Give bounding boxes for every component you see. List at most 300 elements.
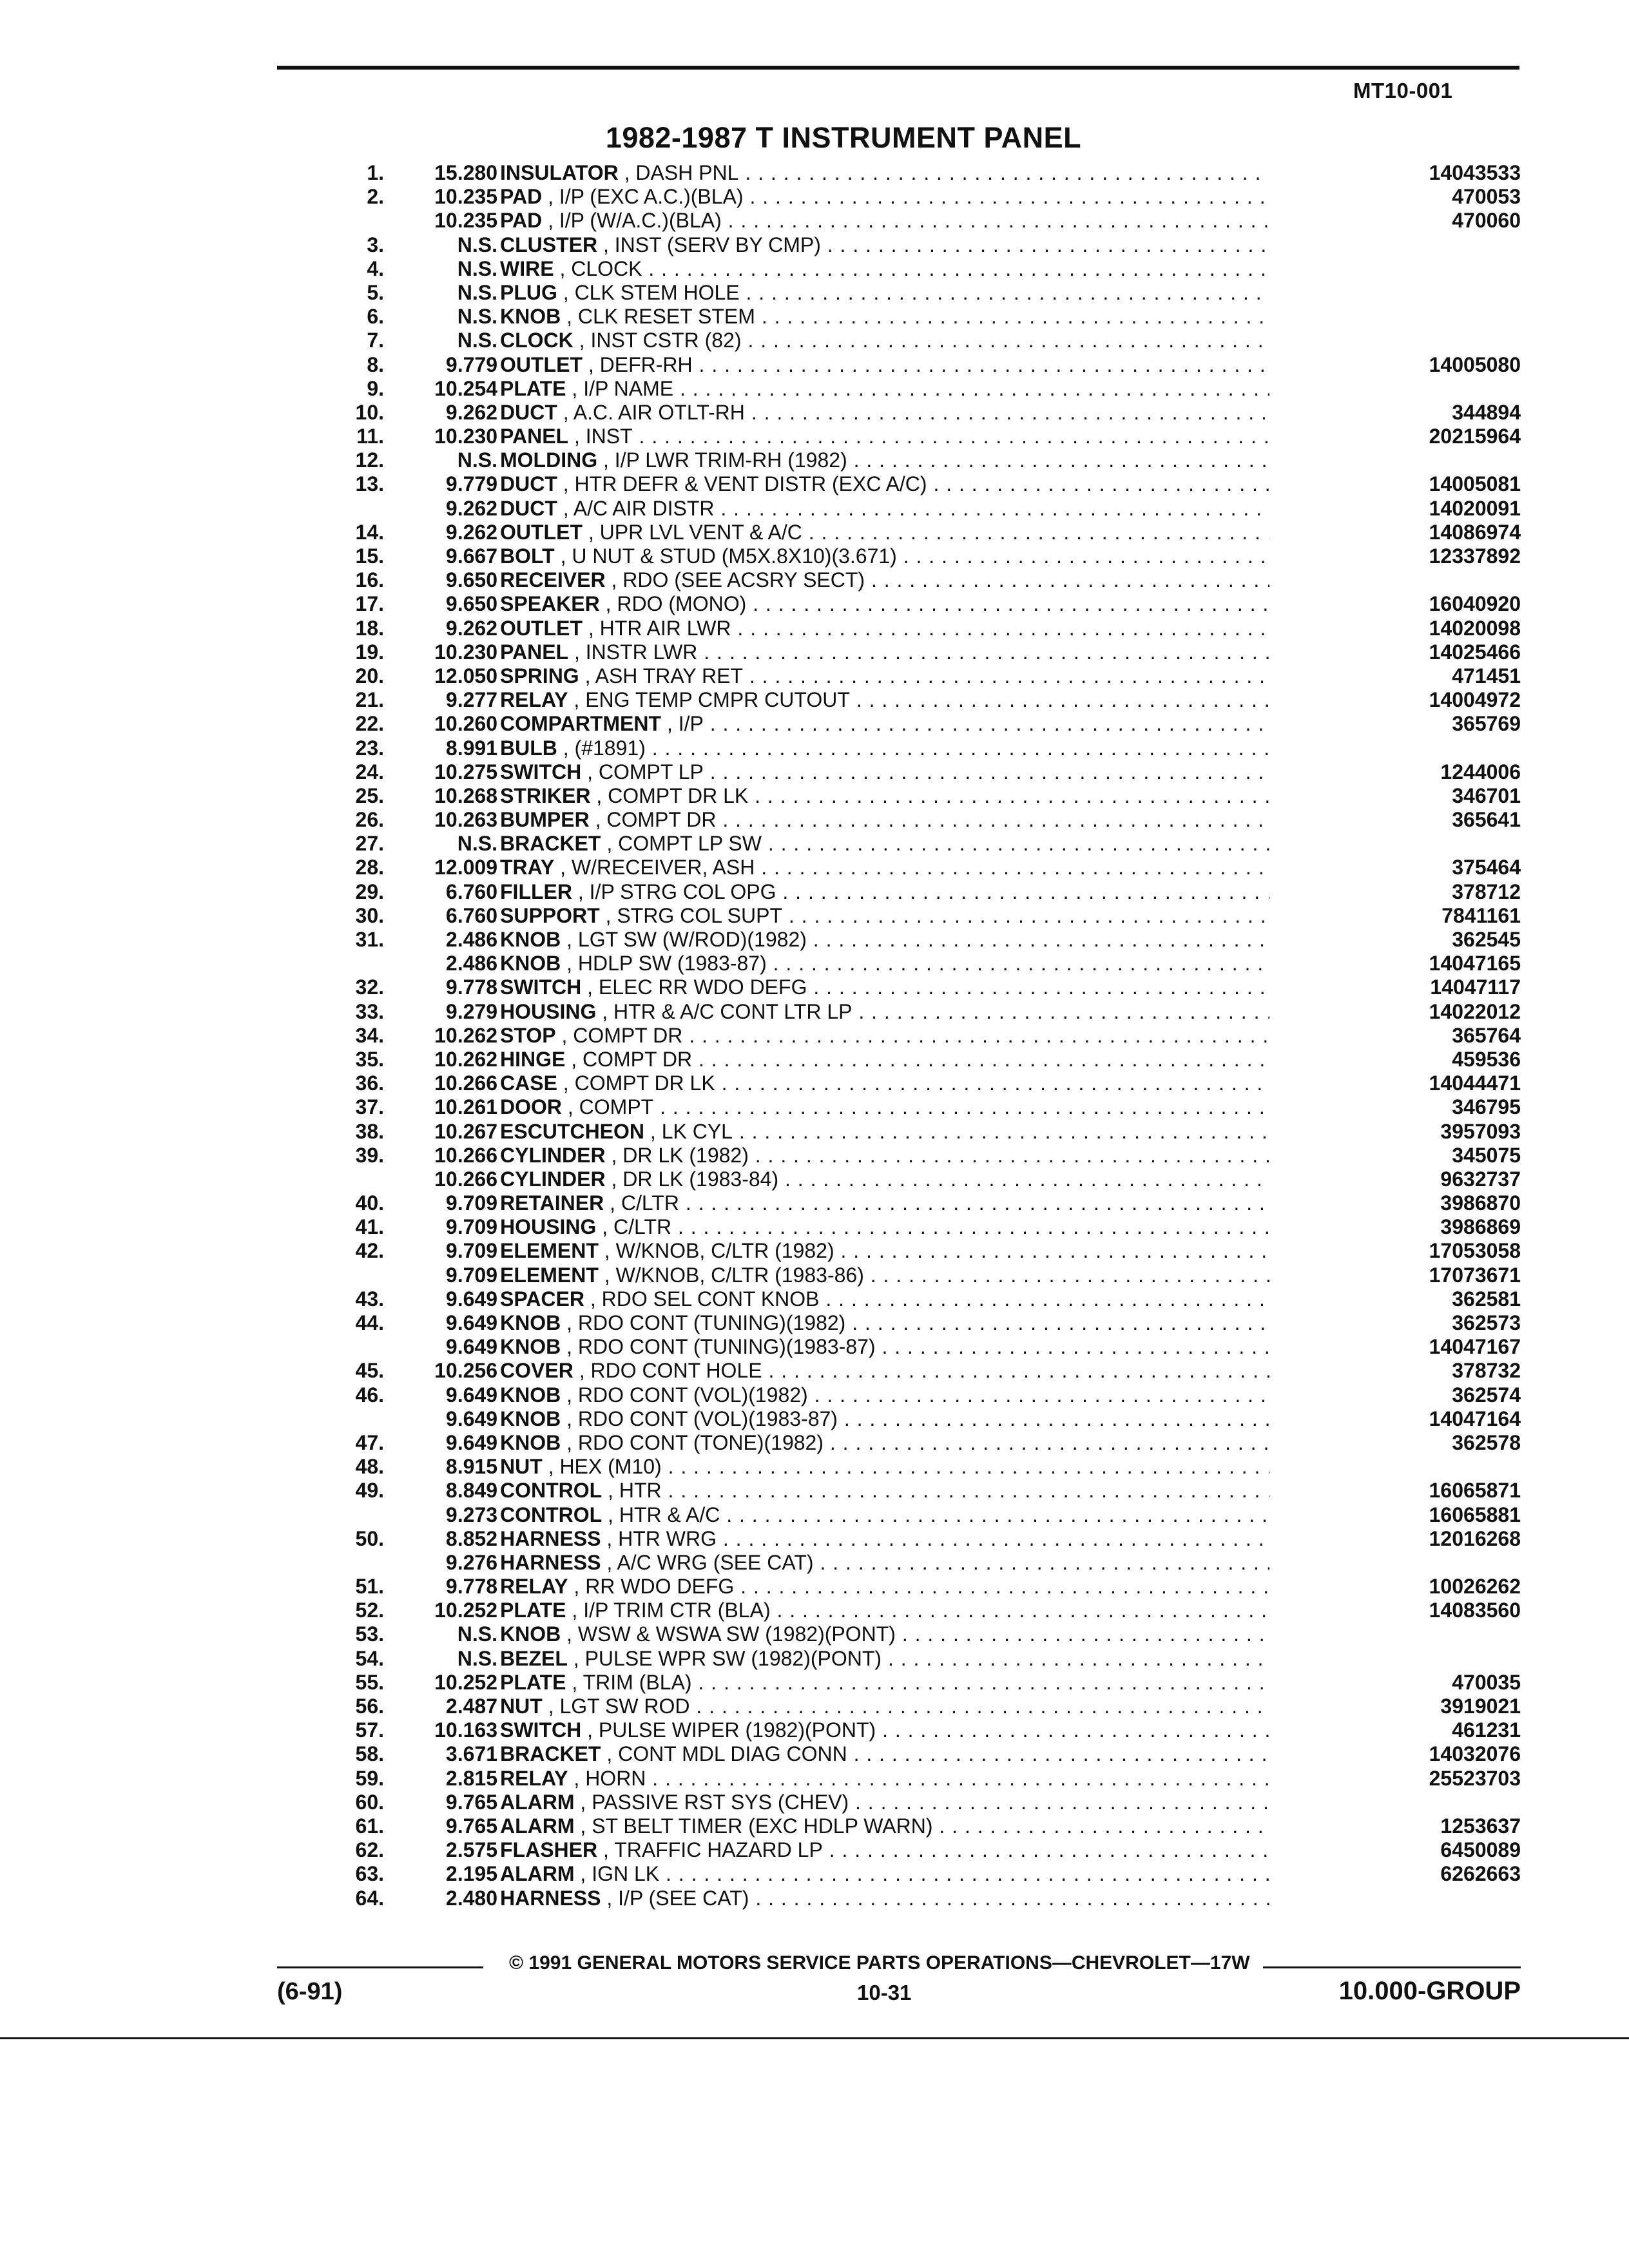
part-qualifier: INST CSTR (82) — [590, 329, 742, 352]
part-description: FILLER , I/P STRG COL OPG . . . — [500, 880, 1269, 904]
group-number: 9.709 — [445, 1239, 497, 1263]
part-qualifier: CLOCK — [571, 256, 642, 280]
parts-row — [277, 1215, 1521, 1239]
group-number: 2.815 — [445, 1766, 497, 1790]
group-number: 10.266 — [434, 1072, 497, 1095]
parts-row — [277, 425, 1521, 448]
parts-row — [277, 1575, 1521, 1599]
group-number: N.S. — [457, 448, 497, 472]
parts-row — [277, 281, 1521, 305]
parts-row — [277, 1311, 1521, 1335]
part-name: FILLER — [500, 879, 572, 903]
parts-row — [277, 1647, 1521, 1671]
parts-row — [277, 1024, 1521, 1048]
part-description: INSULATOR , DASH PNL . . . — [500, 161, 1269, 185]
part-qualifier: ASH TRAY RET — [595, 664, 743, 687]
item-number: 50. — [355, 1526, 384, 1550]
group-number: 9.277 — [445, 688, 497, 712]
revision-date: (6-91) — [277, 1978, 343, 2005]
part-number: 14086974 — [1429, 520, 1521, 544]
part-number: 345075 — [1452, 1143, 1521, 1167]
part-name: SPACER — [500, 1287, 584, 1311]
part-name: CLOCK — [500, 329, 574, 352]
page-title: 1982-1987 T INSTRUMENT PANEL — [605, 121, 1082, 154]
parts-row — [277, 1144, 1521, 1168]
part-qualifier: I/P — [678, 712, 704, 736]
part-qualifier: C/LTR — [621, 1191, 679, 1215]
part-number: 14020098 — [1429, 616, 1521, 640]
part-description: HARNESS , I/P (SEE CAT) . . . — [500, 1887, 1269, 1910]
item-number: 30. — [355, 903, 384, 927]
group-number: 12.009 — [434, 856, 497, 879]
part-number: 16040920 — [1429, 592, 1521, 616]
part-qualifier: RDO SEL CONT KNOB — [601, 1287, 820, 1311]
parts-row — [277, 257, 1521, 281]
part-qualifier: COMPT DR LK — [574, 1072, 715, 1095]
part-name: BULB — [500, 736, 557, 760]
item-number: 63. — [355, 1862, 384, 1886]
part-number: 346795 — [1452, 1095, 1521, 1119]
part-name: CYLINDER — [500, 1143, 606, 1167]
group-number: 10.252 — [434, 1670, 497, 1694]
item-number: 15. — [355, 544, 384, 568]
part-name: ELEMENT — [500, 1263, 599, 1287]
part-description: CASE , COMPT DR LK . . . — [500, 1072, 1269, 1095]
part-description: KNOB , HDLP SW (1983-87) . . . — [500, 952, 1269, 975]
part-name: PANEL — [500, 640, 569, 664]
part-name: SUPPORT — [500, 903, 600, 927]
part-number: 16065881 — [1429, 1503, 1521, 1526]
parts-row — [277, 1767, 1521, 1791]
item-number: 24. — [355, 760, 384, 783]
document-code: MT10-001 — [1353, 79, 1453, 102]
item-number: 59. — [355, 1766, 384, 1790]
parts-row — [277, 1503, 1521, 1527]
group-number: 9.262 — [445, 400, 497, 424]
part-number: 9632737 — [1440, 1167, 1521, 1191]
parts-row — [277, 1335, 1521, 1359]
group-number: 2.486 — [445, 928, 497, 951]
part-name: MOLDING — [500, 448, 598, 472]
part-name: BRACKET — [500, 1742, 601, 1766]
item-number: 44. — [355, 1311, 384, 1334]
part-number: 362578 — [1452, 1430, 1521, 1454]
top-rule — [277, 66, 1519, 70]
group-number: N.S. — [457, 280, 497, 304]
item-number: 40. — [355, 1191, 384, 1215]
part-number: 14022012 — [1429, 999, 1521, 1023]
group-number: 10.256 — [434, 1359, 497, 1383]
parts-row — [277, 1095, 1521, 1119]
group-number: 9.649 — [445, 1430, 497, 1454]
part-description: PLATE , I/P NAME . . . — [500, 377, 1269, 401]
part-number: 461231 — [1452, 1718, 1521, 1742]
parts-row — [277, 1120, 1521, 1144]
part-name: COVER — [500, 1359, 574, 1383]
part-description: PLATE , TRIM (BLA) . . . — [500, 1671, 1269, 1695]
group-number: 9.709 — [445, 1263, 497, 1287]
parts-row — [277, 808, 1521, 832]
item-number: 6. — [367, 305, 384, 329]
part-name: SWITCH — [500, 1718, 582, 1742]
item-number: 54. — [355, 1646, 384, 1670]
parts-row — [277, 1599, 1521, 1622]
parts-row — [277, 640, 1521, 664]
part-name: HARNESS — [500, 1526, 601, 1550]
part-description: TRAY , W/RECEIVER, ASH . . . — [500, 856, 1269, 879]
part-qualifier: U NUT & STUD (M5X.8X10)(3.671) — [572, 544, 897, 568]
part-qualifier: HORN — [585, 1766, 646, 1790]
part-number: 14004972 — [1429, 688, 1521, 712]
part-description: DUCT , HTR DEFR & VENT DISTR (EXC A/C) . . . — [500, 472, 1269, 496]
item-number: 58. — [355, 1742, 384, 1766]
group-number: 8.915 — [445, 1455, 497, 1479]
part-qualifier: RR WDO DEFG — [585, 1575, 735, 1599]
part-name: RECEIVER — [500, 568, 606, 592]
parts-row — [277, 377, 1521, 401]
item-number: 46. — [355, 1383, 384, 1407]
group-number: 9.765 — [445, 1790, 497, 1814]
parts-row — [277, 305, 1521, 329]
item-number: 19. — [355, 640, 384, 664]
part-name: PLATE — [500, 1670, 566, 1694]
part-description: FLASHER , TRAFFIC HAZARD LP . . . — [500, 1838, 1269, 1862]
part-qualifier: RDO CONT (TUNING)(1982) — [577, 1311, 846, 1334]
part-description: CYLINDER , DR LK (1983-84) . . . — [500, 1168, 1269, 1191]
group-number: 3.671 — [445, 1742, 497, 1766]
part-description: COVER , RDO CONT HOLE . . . — [500, 1359, 1269, 1383]
part-qualifier: W/KNOB, C/LTR (1983-86) — [615, 1263, 864, 1287]
part-qualifier: WSW & WSWA SW (1982)(PONT) — [577, 1622, 896, 1646]
part-name: INSULATOR — [500, 161, 619, 184]
parts-row — [277, 209, 1521, 233]
part-number: 1244006 — [1440, 760, 1521, 783]
part-description: KNOB , CLK RESET STEM . . . — [500, 305, 1269, 329]
parts-row — [277, 784, 1521, 808]
part-qualifier: DEFR-RH — [599, 352, 693, 376]
item-number: 1. — [367, 161, 384, 184]
part-name: PAD — [500, 185, 543, 209]
part-number: 14083560 — [1429, 1599, 1521, 1622]
part-qualifier: INST (SERV BY CMP) — [614, 233, 821, 256]
item-number: 35. — [355, 1047, 384, 1071]
item-number: 56. — [355, 1695, 384, 1718]
item-number: 43. — [355, 1287, 384, 1311]
parts-row — [277, 401, 1521, 425]
group-number: 9.649 — [445, 1311, 497, 1334]
part-name: SWITCH — [500, 760, 582, 783]
item-number: 34. — [355, 1023, 384, 1047]
parts-row — [277, 568, 1521, 592]
part-qualifier: RDO CONT HOLE — [590, 1359, 762, 1383]
part-name: KNOB — [500, 1311, 561, 1334]
part-qualifier: RDO (MONO) — [617, 592, 747, 616]
item-number: 17. — [355, 592, 384, 616]
item-number: 10. — [355, 400, 384, 424]
part-name: COMPARTMENT — [500, 712, 662, 736]
part-qualifier: W/RECEIVER, ASH — [571, 856, 755, 879]
item-number: 26. — [355, 808, 384, 832]
part-description: RETAINER , C/LTR . . . — [500, 1191, 1269, 1215]
part-description: KNOB , RDO CONT (TUNING)(1982) . . . — [500, 1311, 1269, 1335]
part-number: 470053 — [1452, 185, 1521, 209]
group-number: 9.273 — [445, 1503, 497, 1526]
group-number: 10.252 — [434, 1599, 497, 1622]
item-number: 7. — [367, 329, 384, 352]
part-description: HARNESS , HTR WRG . . . — [500, 1527, 1269, 1551]
group-number: 10.235 — [434, 185, 497, 209]
part-name: RELAY — [500, 1766, 568, 1790]
part-qualifier: A/C WRG (SEE CAT) — [617, 1550, 814, 1574]
part-description: SWITCH , PULSE WIPER (1982)(PONT) . . . — [500, 1718, 1269, 1742]
part-description: BRACKET , CONT MDL DIAG CONN . . . — [500, 1742, 1269, 1766]
part-name: RELAY — [500, 688, 568, 712]
parts-row — [277, 952, 1521, 975]
part-qualifier: I/P (SEE CAT) — [618, 1886, 749, 1910]
part-description: HOUSING , C/LTR . . . — [500, 1215, 1269, 1239]
part-name: KNOB — [500, 1430, 561, 1454]
part-number: 17073671 — [1429, 1263, 1521, 1287]
part-description: ALARM , IGN LK . . . — [500, 1862, 1269, 1886]
part-description: COMPARTMENT , I/P . . . — [500, 712, 1269, 736]
part-description: RECEIVER , RDO (SEE ACSRY SECT) . . . — [500, 568, 1269, 592]
footer-rule-left — [277, 1966, 483, 1968]
part-name: KNOB — [500, 1335, 561, 1359]
part-name: PLATE — [500, 1599, 566, 1622]
part-description: PANEL , INSTR LWR . . . — [500, 640, 1269, 664]
part-description: DUCT , A.C. AIR OTLT-RH . . . — [500, 401, 1269, 425]
part-name: BUMPER — [500, 808, 590, 832]
part-name: BOLT — [500, 544, 555, 568]
group-number: 10.254 — [434, 376, 497, 400]
part-description: OUTLET , HTR AIR LWR . . . — [500, 617, 1269, 640]
part-number: 459536 — [1452, 1047, 1521, 1071]
parts-row — [277, 928, 1521, 952]
item-number: 42. — [355, 1239, 384, 1263]
part-number: 365641 — [1452, 808, 1521, 832]
parts-row — [277, 1048, 1521, 1072]
parts-row — [277, 1527, 1521, 1551]
part-name: HARNESS — [500, 1886, 601, 1910]
part-qualifier: PULSE WIPER (1982)(PONT) — [598, 1718, 876, 1742]
group-number: 10.275 — [434, 760, 497, 783]
part-name: NUT — [500, 1455, 543, 1479]
part-number: 471451 — [1452, 664, 1521, 687]
parts-row — [277, 760, 1521, 784]
part-name: KNOB — [500, 1622, 561, 1646]
part-description: MOLDING , I/P LWR TRIM-RH (1982) . . . — [500, 448, 1269, 472]
part-number: 14043533 — [1429, 161, 1521, 184]
part-description: RELAY , HORN . . . — [500, 1767, 1269, 1791]
group-number: 9.709 — [445, 1191, 497, 1215]
group-number: N.S. — [457, 256, 497, 280]
part-qualifier: STRG COL SUPT — [617, 903, 782, 927]
part-description: DOOR , COMPT . . . — [500, 1095, 1269, 1119]
part-number: 1253637 — [1440, 1814, 1521, 1838]
part-name: PAD — [500, 209, 543, 233]
group-number: 10.235 — [434, 209, 497, 233]
part-description: NUT , LGT SW ROD . . . — [500, 1695, 1269, 1718]
part-name: ESCUTCHEON — [500, 1119, 645, 1143]
part-number: 14044471 — [1429, 1072, 1521, 1095]
parts-row — [277, 1695, 1521, 1718]
group-number: 10.262 — [434, 1047, 497, 1071]
part-description: ALARM , ST BELT TIMER (EXC HDLP WARN) . . . — [500, 1814, 1269, 1838]
parts-row — [277, 736, 1521, 760]
part-qualifier: I/P STRG COL OPG — [589, 879, 776, 903]
parts-row — [277, 712, 1521, 736]
part-number: 14025466 — [1429, 640, 1521, 664]
part-description: KNOB , RDO CONT (TONE)(1982) . . . — [500, 1431, 1269, 1455]
part-description: CLUSTER , INST (SERV BY CMP) . . . — [500, 233, 1269, 257]
item-number: 61. — [355, 1814, 384, 1838]
part-description: SPEAKER , RDO (MONO) . . . — [500, 592, 1269, 616]
part-qualifier: TRAFFIC HAZARD LP — [614, 1838, 823, 1862]
parts-row — [277, 617, 1521, 640]
part-number: 3986870 — [1440, 1191, 1521, 1215]
item-number: 36. — [355, 1072, 384, 1095]
item-number: 2. — [367, 185, 384, 209]
item-number: 28. — [355, 856, 384, 879]
item-number: 32. — [355, 975, 384, 999]
group-number: 2.480 — [445, 1886, 497, 1910]
group-number: 9.650 — [445, 568, 497, 592]
part-description: SWITCH , COMPT LP . . . — [500, 760, 1269, 784]
part-description: KNOB , RDO CONT (VOL)(1983-87) . . . — [500, 1407, 1269, 1431]
part-name: SPEAKER — [500, 592, 600, 616]
parts-row — [277, 1622, 1521, 1646]
group-number: 2.195 — [445, 1862, 497, 1886]
item-number: 53. — [355, 1622, 384, 1646]
part-number: 365769 — [1452, 712, 1521, 736]
part-qualifier: HTR & A/C — [619, 1503, 720, 1526]
part-qualifier: IGN LK — [592, 1862, 660, 1886]
part-number: 346701 — [1452, 783, 1521, 807]
group-number: 6.760 — [445, 903, 497, 927]
part-name: WIRE — [500, 256, 554, 280]
part-qualifier: ELEC RR WDO DEFG — [598, 975, 807, 999]
part-qualifier: W/KNOB, C/LTR (1982) — [615, 1239, 834, 1263]
part-name: CASE — [500, 1072, 557, 1095]
part-qualifier: HTR AIR LWR — [599, 616, 731, 640]
group-number: 12.050 — [434, 664, 497, 687]
part-description: ALARM , PASSIVE RST SYS (CHEV) . . . — [500, 1791, 1269, 1814]
item-number: 12. — [355, 448, 384, 472]
part-qualifier: DASH PNL — [635, 161, 739, 184]
parts-row — [277, 185, 1521, 209]
group-number: 10.230 — [434, 640, 497, 664]
parts-row — [277, 1718, 1521, 1742]
part-name: STRIKER — [500, 783, 591, 807]
part-qualifier: PASSIVE RST SYS (CHEV) — [592, 1790, 849, 1814]
part-name: DOOR — [500, 1095, 562, 1119]
part-qualifier: RDO CONT (VOL)(1982) — [577, 1383, 808, 1407]
part-number: 14005080 — [1429, 352, 1521, 376]
part-number: 7841161 — [1441, 903, 1521, 927]
parts-row — [277, 448, 1521, 472]
group-number: 6.760 — [445, 879, 497, 903]
part-name: RELAY — [500, 1575, 568, 1599]
part-number: 6450089 — [1440, 1838, 1521, 1862]
parts-row — [277, 353, 1521, 377]
parts-row — [277, 1455, 1521, 1479]
part-description: BOLT , U NUT & STUD (M5X.8X10)(3.671) . . . — [500, 544, 1269, 568]
item-number: 5. — [367, 280, 384, 304]
group-number: 10.262 — [434, 1023, 497, 1047]
group-number: N.S. — [457, 329, 497, 352]
parts-row — [277, 664, 1521, 688]
part-description: OUTLET , UPR LVL VENT & A/C . . . — [500, 521, 1269, 544]
part-name: BEZEL — [500, 1646, 568, 1670]
part-name: OUTLET — [500, 520, 583, 544]
parts-row — [277, 832, 1521, 856]
part-number: 470060 — [1452, 209, 1521, 233]
parts-row — [277, 1000, 1521, 1024]
group-number: 9.778 — [445, 1575, 497, 1599]
item-number: 37. — [355, 1095, 384, 1119]
part-name: KNOB — [500, 1383, 561, 1407]
parts-row — [277, 688, 1521, 712]
part-number: 14032076 — [1429, 1742, 1521, 1766]
part-description: DUCT , A/C AIR DISTR . . . — [500, 497, 1269, 521]
group-number: 9.779 — [445, 352, 497, 376]
part-qualifier: ST BELT TIMER (EXC HDLP WARN) — [592, 1814, 933, 1838]
part-name: PLUG — [500, 280, 557, 304]
part-name: CONTROL — [500, 1503, 602, 1526]
part-description: ELEMENT , W/KNOB, C/LTR (1982) . . . — [500, 1239, 1269, 1263]
part-number: 14047167 — [1429, 1335, 1521, 1359]
part-number: 3986869 — [1440, 1215, 1521, 1239]
parts-row — [277, 1072, 1521, 1095]
part-name: ALARM — [500, 1814, 575, 1838]
part-description: SPRING , ASH TRAY RET . . . — [500, 664, 1269, 688]
part-name: KNOB — [500, 928, 561, 951]
part-name: SPRING — [500, 664, 579, 687]
part-number: 25523703 — [1429, 1766, 1521, 1790]
group-number: 15.280 — [434, 161, 497, 184]
group-number: 9.650 — [445, 592, 497, 616]
item-number: 8. — [367, 352, 384, 376]
part-name: HINGE — [500, 1047, 566, 1071]
item-number: 3. — [367, 233, 384, 256]
part-name: PLATE — [500, 376, 566, 400]
part-qualifier: COMPT DR — [606, 808, 717, 832]
parts-row — [277, 544, 1521, 568]
parts-row — [277, 1551, 1521, 1575]
parts-row — [277, 497, 1521, 521]
item-number: 64. — [355, 1886, 384, 1910]
part-name: BRACKET — [500, 832, 601, 856]
group-number: 8.849 — [445, 1479, 497, 1503]
parts-row — [277, 521, 1521, 544]
part-description: RELAY , RR WDO DEFG . . . — [500, 1575, 1269, 1599]
item-number: 60. — [355, 1790, 384, 1814]
part-description: BRACKET , COMPT LP SW . . . — [500, 832, 1269, 856]
copyright-notice: © 1991 GENERAL MOTORS SERVICE PARTS OPERATIONS—CHEVROLET—17W — [509, 1952, 1250, 1974]
parts-row — [277, 1791, 1521, 1814]
item-number: 45. — [355, 1359, 384, 1383]
item-number: 52. — [355, 1599, 384, 1622]
parts-row — [277, 1407, 1521, 1431]
part-qualifier: COMPT LP SW — [618, 832, 762, 856]
item-number: 51. — [355, 1575, 384, 1599]
part-qualifier: HTR & A/C CONT LTR LP — [613, 999, 853, 1023]
parts-row — [277, 1814, 1521, 1838]
part-name: RETAINER — [500, 1191, 604, 1215]
part-name: KNOB — [500, 305, 561, 329]
part-qualifier: INST — [585, 425, 633, 448]
item-number: 27. — [355, 832, 384, 856]
